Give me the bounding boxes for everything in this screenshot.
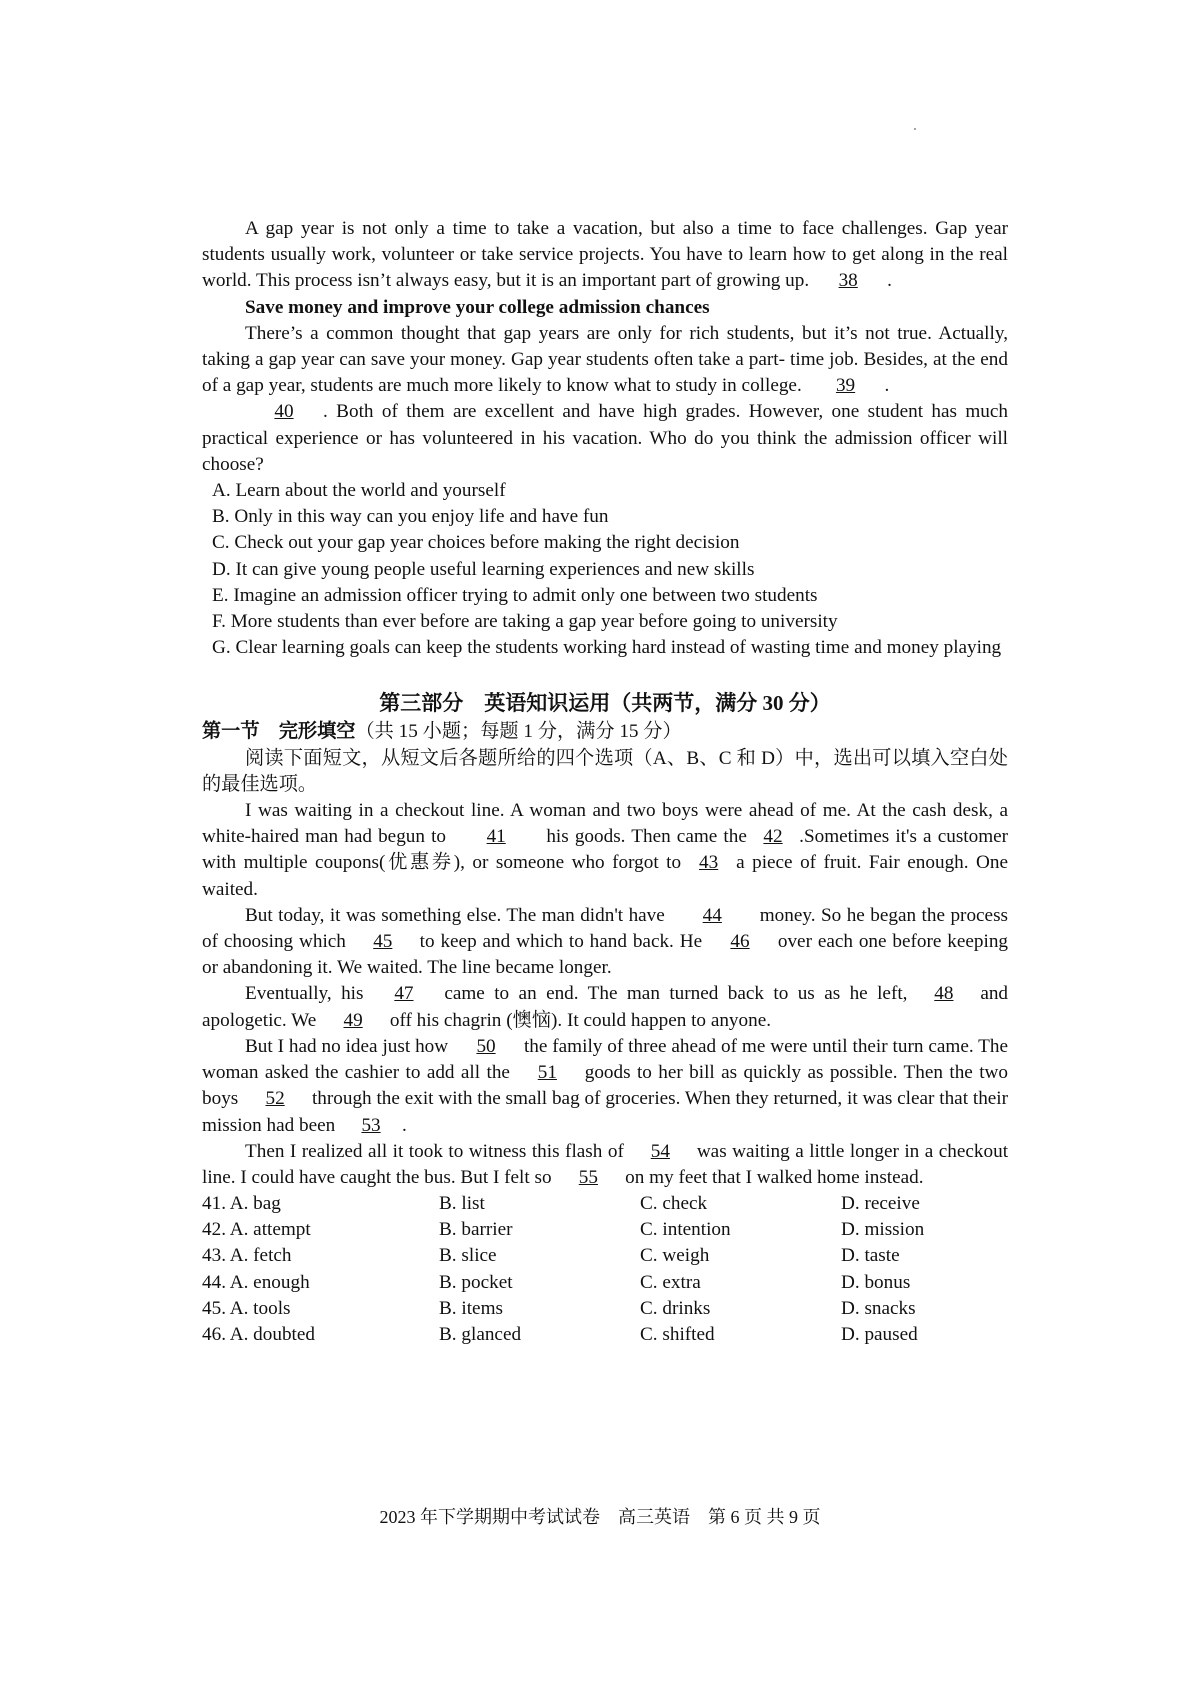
cloze-text: his goods. Then came the bbox=[546, 826, 747, 848]
blank-47: 47 bbox=[394, 983, 414, 1005]
cloze-text: But I had no idea just how bbox=[245, 1035, 449, 1057]
choice-b: B. slice bbox=[439, 1245, 497, 1267]
blank-48: 48 bbox=[934, 983, 954, 1005]
choice-b: B. pocket bbox=[439, 1271, 513, 1293]
choice-c: C. shifted bbox=[640, 1324, 715, 1346]
cloze-text: on my feet that I walked home instead. bbox=[625, 1166, 924, 1188]
cloze-text: came to an end. The man turned back to us as he left, bbox=[444, 983, 908, 1005]
paragraph-text: A gap year is not only a time to take a vacation, but also a time to face challenges. Gap year students usually work, volunteer or take service projects. You have to learn how to get along in the real world. This process isn’t always easy, but it is an important part of growing up. bbox=[202, 218, 1008, 292]
option-e: E. Imagine an admission officer trying to admit only one between two students bbox=[212, 584, 818, 606]
choice-a: 41. A. bag bbox=[202, 1193, 281, 1215]
passage-paragraph-2: There’s a common thought that gap years are only for rich students, but it’s not true. Actually, taking a gap year can save your money. Gap year students often take a part- time job. Besides, at the end of a gap year, students are much more likely to know what to study in college. 39 . bbox=[202, 321, 1008, 400]
cloze-text: .Sometimes it's a customer with multiple coupons(优惠券), or someone who forgot to bbox=[202, 826, 1009, 874]
choice-b: B. items bbox=[439, 1297, 503, 1319]
choice-d: D. receive bbox=[841, 1193, 920, 1215]
paragraph-text: . Both of them are excellent and have high grades. However, one student has much practical experience or has volunteered in his vacation. Who do you think the admission officer will choose? bbox=[202, 401, 1008, 475]
cloze-text: and apologetic. We bbox=[202, 983, 1009, 1031]
cloze-text: money. So he began the process of choosing which bbox=[202, 904, 1008, 953]
choice-row-44 bbox=[202, 1270, 1008, 1296]
choice-b: B. glanced bbox=[439, 1324, 522, 1346]
cloze-text: I was waiting in a checkout line. A woman and two boys were ahead of me. At the cash desk, a white-haired man had begun to bbox=[202, 800, 1008, 848]
option-list bbox=[202, 478, 1008, 661]
choice-a: 44. A. enough bbox=[202, 1271, 310, 1293]
choice-c: C. extra bbox=[640, 1271, 701, 1293]
section-one-label: 第一节 完形填空 bbox=[202, 721, 356, 743]
instruction: 阅读下面短文，从短文后各题所给的四个选项（A、B、C 和 D）中，选出可以填入空白处的最佳选项。 bbox=[202, 747, 1008, 795]
cloze-text: Then I realized all it took to witness this flash of bbox=[245, 1140, 624, 1162]
cloze-paragraph-3 bbox=[202, 981, 1008, 1033]
option-g: G. Clear learning goals can keep the students working hard instead of wasting time and money playing bbox=[212, 637, 1002, 659]
choice-c: C. weigh bbox=[640, 1245, 710, 1267]
choice-a: 46. A. doubted bbox=[202, 1324, 315, 1346]
blank-43: 43 bbox=[699, 852, 719, 874]
choice-d: D. bonus bbox=[841, 1271, 911, 1293]
passage-paragraph-3 bbox=[202, 399, 1008, 478]
option-b: B. Only in this way can you enjoy life and have fun bbox=[212, 506, 609, 528]
option-c: C. Check out your gap year choices before making the right decision bbox=[212, 532, 740, 554]
choice-a: 42. A. attempt bbox=[202, 1219, 311, 1241]
cloze-text: But today, it was something else. The man didn't have bbox=[245, 904, 665, 926]
section-heading: Save money and improve your college admission chances bbox=[245, 296, 710, 318]
choice-d: D. mission bbox=[841, 1219, 925, 1241]
choice-c: C. check bbox=[640, 1193, 708, 1215]
blank-55: 55 bbox=[578, 1166, 598, 1188]
blank-39: 39 bbox=[835, 375, 856, 397]
scan-speck bbox=[914, 128, 916, 130]
cloze-text: to keep and which to hand back. He bbox=[419, 931, 703, 953]
choice-row-45 bbox=[202, 1296, 1008, 1322]
blank-51: 51 bbox=[537, 1062, 557, 1084]
choice-row-42 bbox=[202, 1217, 1008, 1243]
choice-d: D. paused bbox=[841, 1324, 918, 1346]
choice-d: D. snacks bbox=[841, 1297, 916, 1319]
blank-52: 52 bbox=[265, 1088, 285, 1110]
cloze-paragraph-4: But I had no idea just how 50 the family of three ahead of me were until their turn came. The woman asked the cashier to add all the 51 goods to her bill as quickly as possible. Then the two boys 52 through the exit with the small bag of groceries. When they returned, it was clear that their mission had been 53 . bbox=[202, 1034, 1008, 1139]
cloze-text: through the exit with the small bag of groceries. When they returned, it was clear that their mission had been bbox=[202, 1088, 1009, 1136]
page-content bbox=[202, 216, 1008, 1348]
cloze-text: Eventually, his bbox=[245, 983, 364, 1005]
blank-49: 49 bbox=[343, 1009, 363, 1031]
choice-row-41 bbox=[202, 1191, 1008, 1217]
blank-46: 46 bbox=[730, 931, 750, 953]
choice-row-46 bbox=[202, 1322, 1008, 1348]
blank-38: 38 bbox=[838, 270, 858, 292]
section-one-detail: （共 15 小题；每题 1 分，满分 15 分） bbox=[355, 721, 682, 743]
blank-45: 45 bbox=[373, 931, 393, 953]
choice-a: 43. A. fetch bbox=[202, 1245, 292, 1267]
choice-row-43 bbox=[202, 1243, 1008, 1269]
cloze-paragraph-5 bbox=[202, 1139, 1008, 1191]
blank-42: 42 bbox=[763, 826, 783, 848]
option-a: A. Learn about the world and yourself bbox=[212, 480, 506, 502]
blank-40: 40 bbox=[274, 401, 294, 423]
section-one-title bbox=[202, 719, 1008, 745]
blank-53: 53 bbox=[361, 1114, 381, 1136]
choice-b: B. list bbox=[439, 1193, 485, 1215]
cloze-paragraph-2 bbox=[202, 903, 1008, 982]
choice-c: C. intention bbox=[640, 1219, 731, 1241]
cloze-text: the family of three ahead of me were until their turn came. The woman asked the cashier to add all the bbox=[202, 1035, 1009, 1084]
answer-choices bbox=[202, 1191, 1008, 1348]
part-three-title: 第三部分 英语知识运用（共两节，满分 30 分） bbox=[379, 691, 831, 716]
blank-54: 54 bbox=[650, 1140, 670, 1162]
cloze-text: a piece of fruit. Fair enough. One waited. bbox=[202, 852, 1009, 900]
paragraph-text: There’s a common thought that gap years are only for rich students, but it’s not true. Actually, taking a gap year can save your money. Gap year students often take a part- time job. Besides, at the end of a gap year, students are much more likely to know what to study in college. bbox=[202, 322, 1008, 397]
blank-50: 50 bbox=[476, 1035, 496, 1057]
cloze-text: goods to her bill as quickly as possible. Then the two boys bbox=[202, 1062, 1008, 1110]
cloze-text: over each one before keeping or abandoning it. We waited. The line became longer. bbox=[202, 931, 1009, 979]
choice-d: D. taste bbox=[841, 1245, 900, 1267]
passage-paragraph-1: A gap year is not only a time to take a vacation, but also a time to face challenges. Gap year students usually work, volunteer or take service projects. You have to learn how to get along in the real world. This process isn’t always easy, but it is an important part of growing up. 38 . bbox=[202, 216, 1008, 295]
page-footer: 2023 年下学期期中考试试卷 高三英语 第 6 页 共 9 页 bbox=[379, 1507, 821, 1527]
cloze-text: off his chagrin (懊恼). It could happen to anyone. bbox=[389, 1009, 772, 1031]
blank-41: 41 bbox=[486, 826, 506, 848]
option-f: F. More students than ever before are taking a gap year before going to university bbox=[212, 611, 838, 633]
choice-b: B. barrier bbox=[439, 1219, 513, 1241]
option-d: D. It can give young people useful learning experiences and new skills bbox=[212, 558, 755, 580]
blank-44: 44 bbox=[702, 904, 722, 926]
choice-a: 45. A. tools bbox=[202, 1297, 291, 1319]
cloze-text: was waiting a little longer in a checkout line. I could have caught the bus. But I felt so bbox=[202, 1140, 1009, 1188]
choice-c: C. drinks bbox=[640, 1297, 711, 1319]
cloze-paragraph-1 bbox=[202, 798, 1008, 903]
